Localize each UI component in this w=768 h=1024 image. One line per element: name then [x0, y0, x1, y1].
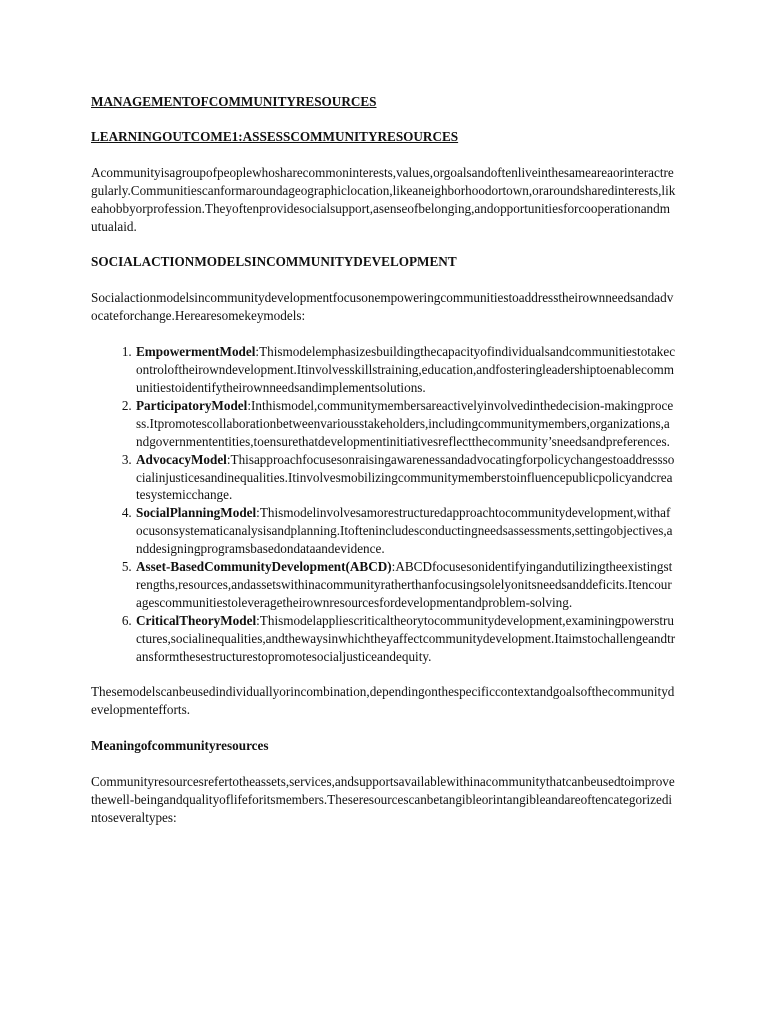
- models-summary-paragraph: Thesemodelscanbeusedindividuallyorincombination,dependingonthespecificcontextandgoalsofthecommunitydevelopmentefforts.: [91, 684, 675, 718]
- meaning-heading: Meaningofcommunityresources: [91, 738, 269, 754]
- model-name: Asset-BasedCommunityDevelopment(ABCD): [136, 559, 392, 575]
- list-item: [135, 451, 676, 505]
- model-description: :Thismodelemphasizesbuildingthecapacityofindividualsandcommunitiestotakecontroloftheirowndevelopment.Itinvolvesskillstraining,education,andfosteringleadershiptoenablecommunitiestoidentifytheirownneedsandimplementsolutions.: [136, 344, 676, 395]
- model-description: :Thismodelappliescriticaltheorytocommunitydevelopment,examiningpowerstructures,socialinequalities,andthewaysinwhichtheyaffectcommunitydevelopment.Itaimstochallengeandtransformthesestructurestopromotesocialjusticeandequity.: [136, 612, 676, 664]
- list-item: [135, 397, 676, 451]
- model-description: :Thisapproachfocusesonraisingawarenessandadvocatingforpolicychangestoaddresssocialinjusticesandinequalities.Itinvolvesmobilizingcommunitymemberstoinfluencepublicpolicyandcreatesystemicchange.: [136, 451, 675, 503]
- model-description: :Inthismodel,communitymembersareactivelyinvolvedinthedecision-makingprocess.Itpromotescollaborationbetweenvariousstakeholders,includingcommunitymembers,organizations,andgovernmententities,toensurethatdevelopmentinitiativesreflectthecommunity’sneedsandpreferences.: [136, 397, 674, 449]
- model-name: AdvocacyModel: [136, 451, 227, 467]
- list-item: [135, 558, 676, 612]
- section-heading: SOCIALACTIONMODELSINCOMMUNITYDEVELOPMENT: [91, 254, 457, 270]
- models-list: [91, 343, 676, 665]
- model-name: CriticalTheoryModel: [136, 612, 257, 628]
- meaning-paragraph: Communityresourcesrefertotheassets,services,andsupportsavailablewithinacommunitythatcanbeusedtoimprovethewell-beingandqualityoflifeforitsmembers.Theseresourcescanbetangibleorintangibleandareoftencategorizedintoseveraltypes:: [91, 774, 675, 825]
- model-description: :ABCDfocusesonidentifyingandutilizingtheexistingstrengths,resources,andassetswithinacommunityratherthanfocusingsolelyonitsneedsanddeficits.Itencouragescommunitiestoleveragetheirownresourcesfordevelopmentandproblem-solving.: [136, 559, 673, 610]
- list-item: [135, 504, 676, 558]
- model-name: EmpowermentModel: [136, 344, 256, 360]
- section-intro-paragraph: Socialactionmodelsincommunitydevelopmentfocusonempoweringcommunitiestoaddresstheirownneedsandadvocateforchange.Herearesomekeymodels:: [91, 290, 674, 324]
- list-item: [135, 343, 676, 397]
- model-name: SocialPlanningModel: [136, 505, 257, 521]
- learning-outcome-heading: LEARNINGOUTCOME1:ASSESSCOMMUNITYRESOURCES: [91, 128, 459, 144]
- intro-paragraph: Acommunityisagroupofpeoplewhosharecommoninterests,values,orgoalsandoftenliveinthesameareaorinteractregularly.Communitiescanformaroundageographiclocation,likeaneighborhoodortown,oraroundsharedinterests,likeahobbyorprofession.Theyoftenprovidesocialsupport,asenseofbelonging,andopportunitiesforcooperationandmutualaid.: [91, 164, 676, 234]
- document-title: MANAGEMENTOFCOMMUNITYRESOURCES: [91, 94, 377, 109]
- model-name: ParticipatoryModel: [136, 397, 248, 413]
- list-item: [135, 612, 676, 666]
- model-description: :Thismodelinvolvesamorestructuredapproachtocommunitydevelopment,withafocusonsystematicanalysisandplanning.Itoftenincludesconductingneedsassessments,settingobjectives,anddesigningprogramsbasedondataandevidence.: [136, 505, 673, 557]
